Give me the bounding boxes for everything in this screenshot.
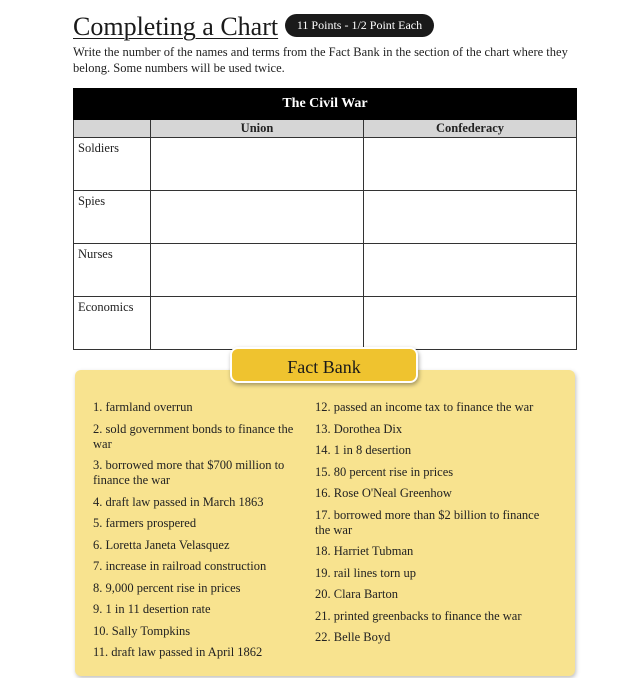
list-item: 5. farmers prospered xyxy=(93,516,197,530)
list-item: 7. increase in railroad construction xyxy=(93,559,267,573)
chart-caption: The Civil War xyxy=(74,89,577,120)
cell-nurses-confederacy[interactable] xyxy=(364,244,577,297)
list-item: 22. Belle Boyd xyxy=(315,630,391,644)
row-label-spies: Spies xyxy=(74,191,151,244)
list-item: 18. Harriet Tubman xyxy=(315,544,414,558)
cell-spies-confederacy[interactable] xyxy=(364,191,577,244)
fact-bank-right-column xyxy=(315,400,555,652)
list-item: 17. borrowed more than $2 billion to finance the war xyxy=(315,507,540,537)
list-item: 15. 80 percent rise in prices xyxy=(315,464,454,479)
column-header-confederacy: Confederacy xyxy=(364,120,577,138)
list-item: 4. draft law passed in March 1863 xyxy=(93,494,264,509)
cell-soldiers-union[interactable] xyxy=(151,138,364,191)
fact-bank-title: Fact Bank xyxy=(230,347,418,383)
table-row xyxy=(74,138,577,191)
row-label-economics: Economics xyxy=(74,297,151,350)
cell-soldiers-confederacy[interactable] xyxy=(364,138,577,191)
list-item: 1. farmland overrun xyxy=(93,400,193,414)
list-item: 21. printed greenbacks to finance the war xyxy=(315,608,522,623)
cell-economics-union[interactable] xyxy=(151,297,364,350)
list-item: 13. Dorothea Dix xyxy=(315,421,403,436)
cell-spies-union[interactable] xyxy=(151,191,364,244)
list-item: 14. 1 in 8 desertion xyxy=(315,443,412,457)
table-row xyxy=(74,297,577,350)
column-header-union: Union xyxy=(151,120,364,138)
list-item: 8. 9,000 percent rise in prices xyxy=(93,580,241,595)
cell-nurses-union[interactable] xyxy=(151,244,364,297)
list-item: 11. draft law passed in April 1862 xyxy=(93,645,263,659)
civil-war-chart xyxy=(73,88,577,350)
list-item: 16. Rose O'Neal Greenhow xyxy=(315,486,452,500)
fact-bank-left-column xyxy=(93,400,301,667)
list-item: 20. Clara Barton xyxy=(315,587,398,601)
list-item: 10. Sally Tompkins xyxy=(93,623,191,638)
row-label-nurses: Nurses xyxy=(74,244,151,297)
column-header-blank xyxy=(74,120,151,138)
list-item: 3. borrowed more that $700 million to finance the war xyxy=(93,458,285,487)
instructions-text: Write the number of the names and terms from the Fact Bank in the section of the chart where they belong. Some numbers will be used twice. xyxy=(73,45,568,75)
list-item: 12. passed an income tax to finance the war xyxy=(315,400,534,414)
table-row xyxy=(74,191,577,244)
list-item: 9. 1 in 11 desertion rate xyxy=(93,602,211,616)
list-item: 2. sold government bonds to finance the war xyxy=(93,421,294,451)
list-item: 19. rail lines torn up xyxy=(315,565,417,580)
page-title: Completing a Chart xyxy=(73,12,279,41)
cell-economics-confederacy[interactable] xyxy=(364,297,577,350)
row-label-soldiers: Soldiers xyxy=(74,138,151,191)
list-item: 6. Loretta Janeta Velasquez xyxy=(93,537,230,552)
points-badge: 11 Points - 1/2 Point Each xyxy=(285,14,434,37)
table-row xyxy=(74,244,577,297)
